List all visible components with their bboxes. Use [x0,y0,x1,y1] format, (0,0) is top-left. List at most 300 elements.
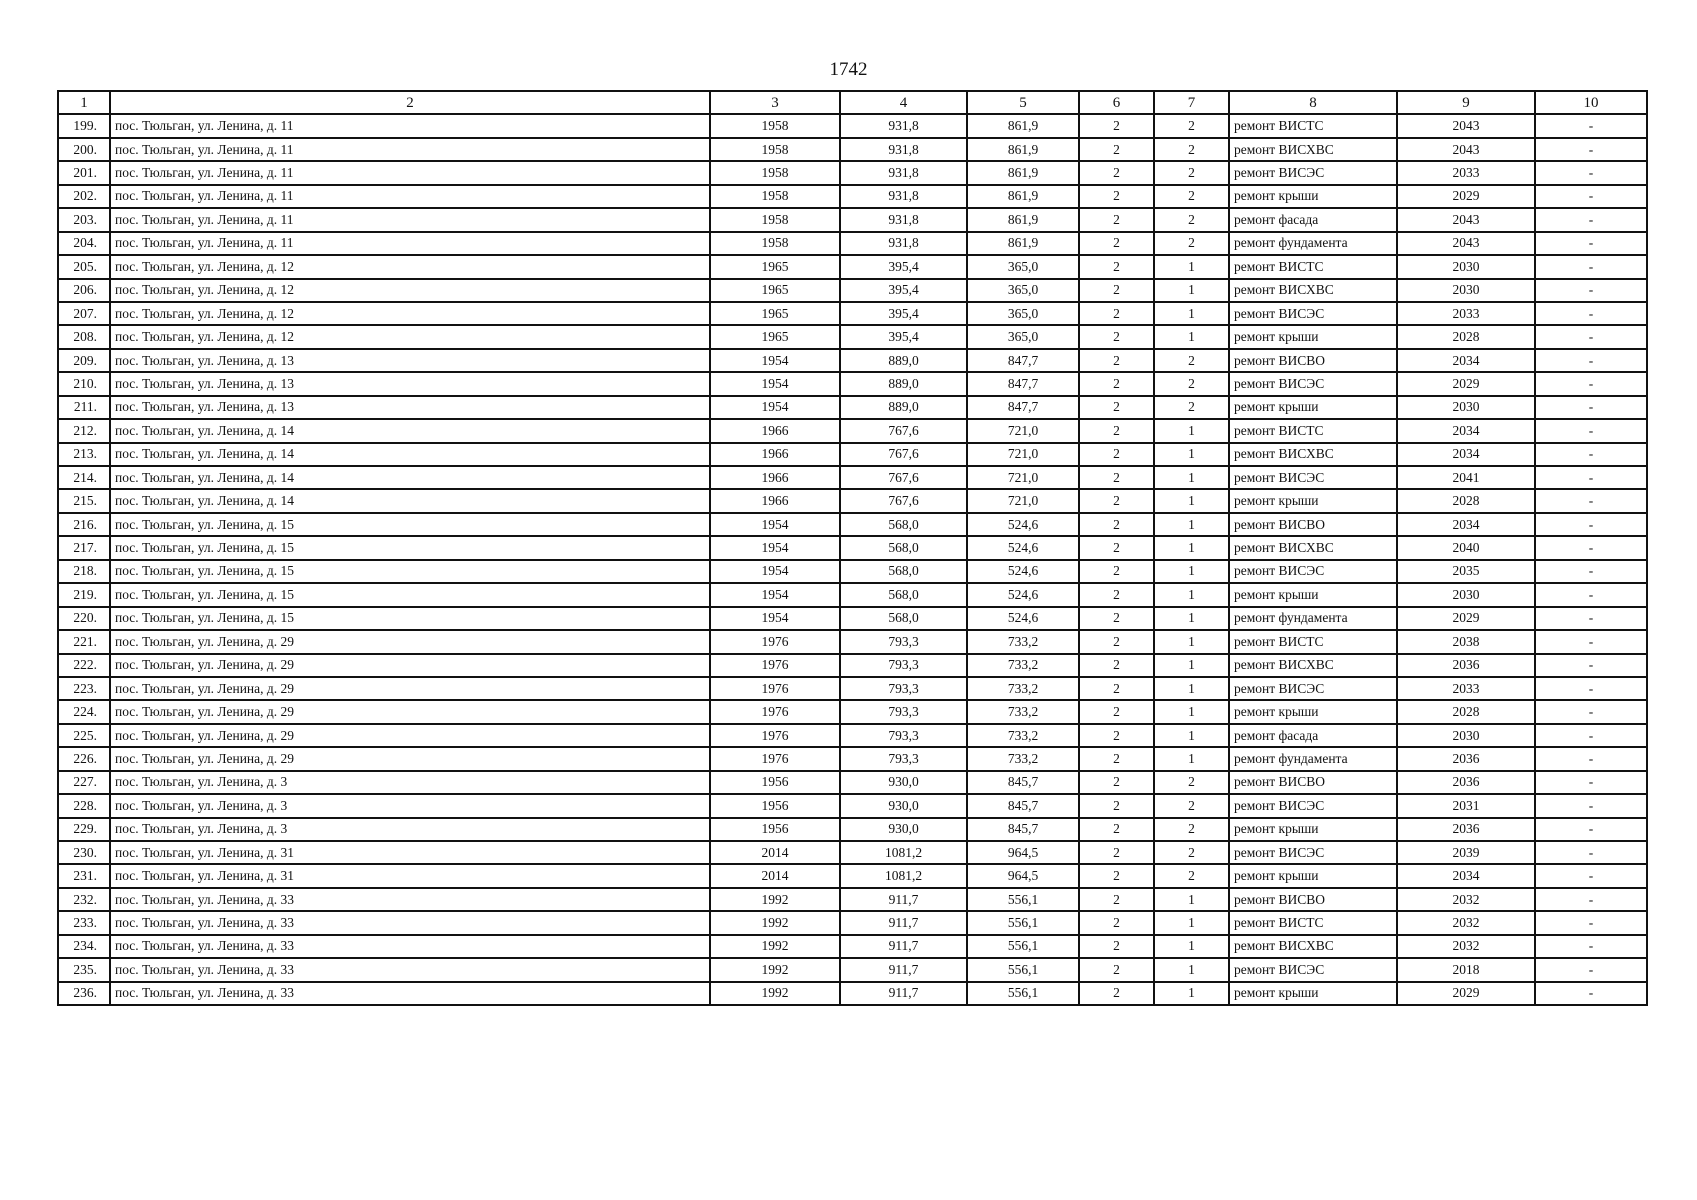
total-area-cell: 767,6 [840,489,967,512]
planned-year-cell: 2036 [1397,771,1535,794]
table-row [58,700,1647,723]
note-cell: - [1535,513,1647,536]
total-area-cell: 931,8 [840,161,967,184]
living-area-cell: 733,2 [967,747,1079,770]
address-cell: пос. Тюльган, ул. Ленина, д. 29 [110,630,710,653]
floors-cell: 2 [1079,841,1154,864]
note-cell: - [1535,114,1647,137]
table-row [58,677,1647,700]
table-row [58,607,1647,630]
living-area-cell: 524,6 [967,560,1079,583]
column-header: 6 [1079,91,1154,114]
living-area-cell: 733,2 [967,630,1079,653]
living-area-cell: 556,1 [967,888,1079,911]
living-area-cell: 721,0 [967,466,1079,489]
work-type-cell: ремонт ВИСТС [1229,419,1397,442]
note-cell: - [1535,771,1647,794]
living-area-cell: 847,7 [967,349,1079,372]
entrances-cell: 1 [1154,255,1229,278]
entrances-cell: 2 [1154,185,1229,208]
floors-cell: 2 [1079,489,1154,512]
note-cell: - [1535,396,1647,419]
row-number-cell: 230. [58,841,110,864]
build-year-cell: 1958 [710,185,840,208]
total-area-cell: 793,3 [840,724,967,747]
planned-year-cell: 2031 [1397,794,1535,817]
entrances-cell: 2 [1154,794,1229,817]
living-area-cell: 365,0 [967,279,1079,302]
note-cell: - [1535,864,1647,887]
floors-cell: 2 [1079,255,1154,278]
living-area-cell: 861,9 [967,161,1079,184]
build-year-cell: 1954 [710,560,840,583]
floors-cell: 2 [1079,302,1154,325]
floors-cell: 2 [1079,654,1154,677]
address-cell: пос. Тюльган, ул. Ленина, д. 31 [110,841,710,864]
total-area-cell: 793,3 [840,700,967,723]
table-body [58,114,1647,1005]
build-year-cell: 1992 [710,958,840,981]
build-year-cell: 1976 [710,724,840,747]
row-number-cell: 219. [58,583,110,606]
work-type-cell: ремонт крыши [1229,982,1397,1005]
total-area-cell: 568,0 [840,560,967,583]
table-row [58,372,1647,395]
address-cell: пос. Тюльган, ул. Ленина, д. 14 [110,443,710,466]
row-number-cell: 229. [58,818,110,841]
build-year-cell: 2014 [710,841,840,864]
planned-year-cell: 2030 [1397,279,1535,302]
total-area-cell: 911,7 [840,911,967,934]
living-area-cell: 365,0 [967,325,1079,348]
note-cell: - [1535,372,1647,395]
table-row [58,771,1647,794]
floors-cell: 2 [1079,747,1154,770]
table-row [58,466,1647,489]
row-number-cell: 231. [58,864,110,887]
floors-cell: 2 [1079,185,1154,208]
row-number-cell: 225. [58,724,110,747]
table-row [58,255,1647,278]
floors-cell: 2 [1079,325,1154,348]
floors-cell: 2 [1079,443,1154,466]
row-number-cell: 227. [58,771,110,794]
living-area-cell: 524,6 [967,583,1079,606]
living-area-cell: 524,6 [967,607,1079,630]
note-cell: - [1535,255,1647,278]
build-year-cell: 1992 [710,911,840,934]
living-area-cell: 733,2 [967,677,1079,700]
floors-cell: 2 [1079,958,1154,981]
planned-year-cell: 2030 [1397,396,1535,419]
entrances-cell: 1 [1154,958,1229,981]
build-year-cell: 1965 [710,325,840,348]
living-area-cell: 845,7 [967,794,1079,817]
note-cell: - [1535,935,1647,958]
floors-cell: 2 [1079,114,1154,137]
work-type-cell: ремонт ВИСВО [1229,513,1397,536]
floors-cell: 2 [1079,208,1154,231]
table-row [58,724,1647,747]
row-number-cell: 224. [58,700,110,723]
address-cell: пос. Тюльган, ул. Ленина, д. 33 [110,982,710,1005]
address-cell: пос. Тюльган, ул. Ленина, д. 3 [110,794,710,817]
planned-year-cell: 2040 [1397,536,1535,559]
total-area-cell: 767,6 [840,443,967,466]
planned-year-cell: 2028 [1397,700,1535,723]
work-type-cell: ремонт крыши [1229,864,1397,887]
planned-year-cell: 2036 [1397,818,1535,841]
floors-cell: 2 [1079,677,1154,700]
living-area-cell: 365,0 [967,302,1079,325]
note-cell: - [1535,279,1647,302]
work-type-cell: ремонт ВИСЭС [1229,958,1397,981]
entrances-cell: 1 [1154,724,1229,747]
build-year-cell: 1976 [710,677,840,700]
living-area-cell: 365,0 [967,255,1079,278]
address-cell: пос. Тюльган, ул. Ленина, д. 11 [110,232,710,255]
row-number-cell: 206. [58,279,110,302]
column-header: 9 [1397,91,1535,114]
row-number-cell: 236. [58,982,110,1005]
address-cell: пос. Тюльган, ул. Ленина, д. 11 [110,138,710,161]
note-cell: - [1535,724,1647,747]
work-type-cell: ремонт ВИСЭС [1229,560,1397,583]
planned-year-cell: 2029 [1397,982,1535,1005]
table-row [58,958,1647,981]
table-row [58,325,1647,348]
entrances-cell: 1 [1154,747,1229,770]
build-year-cell: 1958 [710,161,840,184]
address-cell: пос. Тюльган, ул. Ленина, д. 11 [110,208,710,231]
column-header: 10 [1535,91,1647,114]
address-cell: пос. Тюльган, ул. Ленина, д. 14 [110,466,710,489]
address-cell: пос. Тюльган, ул. Ленина, д. 12 [110,302,710,325]
living-area-cell: 861,9 [967,114,1079,137]
address-cell: пос. Тюльган, ул. Ленина, д. 12 [110,325,710,348]
build-year-cell: 1958 [710,114,840,137]
work-type-cell: ремонт ВИСЭС [1229,794,1397,817]
floors-cell: 2 [1079,513,1154,536]
floors-cell: 2 [1079,560,1154,583]
work-type-cell: ремонт крыши [1229,700,1397,723]
floors-cell: 2 [1079,349,1154,372]
row-number-cell: 203. [58,208,110,231]
row-number-cell: 201. [58,161,110,184]
table-row [58,536,1647,559]
planned-year-cell: 2028 [1397,489,1535,512]
living-area-cell: 556,1 [967,982,1079,1005]
table-row [58,396,1647,419]
work-type-cell: ремонт крыши [1229,396,1397,419]
planned-year-cell: 2033 [1397,161,1535,184]
entrances-cell: 1 [1154,419,1229,442]
total-area-cell: 931,8 [840,114,967,137]
living-area-cell: 721,0 [967,443,1079,466]
address-cell: пос. Тюльган, ул. Ленина, д. 29 [110,677,710,700]
address-cell: пос. Тюльган, ул. Ленина, д. 13 [110,349,710,372]
floors-cell: 2 [1079,771,1154,794]
work-type-cell: ремонт ВИСТС [1229,911,1397,934]
address-cell: пос. Тюльган, ул. Ленина, д. 14 [110,419,710,442]
living-area-cell: 845,7 [967,818,1079,841]
address-cell: пос. Тюльган, ул. Ленина, д. 13 [110,396,710,419]
total-area-cell: 568,0 [840,536,967,559]
living-area-cell: 733,2 [967,654,1079,677]
floors-cell: 2 [1079,794,1154,817]
total-area-cell: 931,8 [840,185,967,208]
floors-cell: 2 [1079,536,1154,559]
planned-year-cell: 2029 [1397,185,1535,208]
address-cell: пос. Тюльган, ул. Ленина, д. 15 [110,560,710,583]
build-year-cell: 1956 [710,771,840,794]
work-type-cell: ремонт ВИСЭС [1229,841,1397,864]
entrances-cell: 2 [1154,349,1229,372]
table-row [58,349,1647,372]
address-cell: пос. Тюльган, ул. Ленина, д. 29 [110,700,710,723]
planned-year-cell: 2033 [1397,677,1535,700]
build-year-cell: 1958 [710,208,840,231]
table-row [58,864,1647,887]
total-area-cell: 793,3 [840,747,967,770]
build-year-cell: 1954 [710,372,840,395]
floors-cell: 2 [1079,279,1154,302]
entrances-cell: 2 [1154,841,1229,864]
table-row [58,302,1647,325]
row-number-cell: 205. [58,255,110,278]
note-cell: - [1535,841,1647,864]
address-cell: пос. Тюльган, ул. Ленина, д. 29 [110,654,710,677]
work-type-cell: ремонт ВИСТС [1229,255,1397,278]
floors-cell: 2 [1079,138,1154,161]
table-row [58,654,1647,677]
row-number-cell: 210. [58,372,110,395]
planned-year-cell: 2028 [1397,325,1535,348]
note-cell: - [1535,536,1647,559]
table-row [58,630,1647,653]
table-row [58,935,1647,958]
page-number: 1742 [829,59,868,80]
planned-year-cell: 2033 [1397,302,1535,325]
living-area-cell: 556,1 [967,935,1079,958]
floors-cell: 2 [1079,161,1154,184]
entrances-cell: 1 [1154,325,1229,348]
row-number-cell: 234. [58,935,110,958]
planned-year-cell: 2038 [1397,630,1535,653]
build-year-cell: 1966 [710,489,840,512]
floors-cell: 2 [1079,372,1154,395]
entrances-cell: 1 [1154,700,1229,723]
planned-year-cell: 2036 [1397,654,1535,677]
living-area-cell: 964,5 [967,841,1079,864]
total-area-cell: 767,6 [840,466,967,489]
column-header: 2 [110,91,710,114]
column-header: 8 [1229,91,1397,114]
total-area-cell: 930,0 [840,794,967,817]
work-type-cell: ремонт ВИСХВС [1229,279,1397,302]
address-cell: пос. Тюльган, ул. Ленина, д. 3 [110,771,710,794]
row-number-cell: 228. [58,794,110,817]
note-cell: - [1535,232,1647,255]
work-type-cell: ремонт крыши [1229,489,1397,512]
total-area-cell: 793,3 [840,677,967,700]
note-cell: - [1535,818,1647,841]
column-header: 7 [1154,91,1229,114]
living-area-cell: 721,0 [967,419,1079,442]
note-cell: - [1535,138,1647,161]
address-cell: пос. Тюльган, ул. Ленина, д. 12 [110,279,710,302]
address-cell: пос. Тюльган, ул. Ленина, д. 11 [110,161,710,184]
planned-year-cell: 2041 [1397,466,1535,489]
planned-year-cell: 2043 [1397,138,1535,161]
row-number-cell: 215. [58,489,110,512]
entrances-cell: 1 [1154,654,1229,677]
work-type-cell: ремонт ВИСЭС [1229,372,1397,395]
total-area-cell: 395,4 [840,325,967,348]
entrances-cell: 1 [1154,607,1229,630]
entrances-cell: 2 [1154,138,1229,161]
row-number-cell: 232. [58,888,110,911]
planned-year-cell: 2039 [1397,841,1535,864]
total-area-cell: 395,4 [840,302,967,325]
living-area-cell: 861,9 [967,232,1079,255]
build-year-cell: 1976 [710,747,840,770]
table-row [58,841,1647,864]
row-number-cell: 218. [58,560,110,583]
planned-year-cell: 2034 [1397,864,1535,887]
table-row [58,818,1647,841]
floors-cell: 2 [1079,419,1154,442]
work-type-cell: ремонт ВИСЭС [1229,161,1397,184]
note-cell: - [1535,677,1647,700]
row-number-cell: 208. [58,325,110,348]
planned-year-cell: 2018 [1397,958,1535,981]
living-area-cell: 556,1 [967,911,1079,934]
work-type-cell: ремонт крыши [1229,325,1397,348]
note-cell: - [1535,607,1647,630]
planned-year-cell: 2032 [1397,888,1535,911]
total-area-cell: 1081,2 [840,841,967,864]
floors-cell: 2 [1079,818,1154,841]
work-type-cell: ремонт ВИСХВС [1229,654,1397,677]
living-area-cell: 733,2 [967,724,1079,747]
total-area-cell: 931,8 [840,138,967,161]
planned-year-cell: 2032 [1397,935,1535,958]
entrances-cell: 1 [1154,560,1229,583]
planned-year-cell: 2043 [1397,114,1535,137]
entrances-cell: 2 [1154,114,1229,137]
total-area-cell: 793,3 [840,654,967,677]
table-row [58,114,1647,137]
build-year-cell: 1966 [710,443,840,466]
total-area-cell: 395,4 [840,279,967,302]
work-type-cell: ремонт ВИСТС [1229,114,1397,137]
total-area-cell: 889,0 [840,396,967,419]
table-row [58,982,1647,1005]
table-row [58,443,1647,466]
total-area-cell: 767,6 [840,419,967,442]
entrances-cell: 1 [1154,466,1229,489]
entrances-cell: 2 [1154,372,1229,395]
table-row [58,583,1647,606]
floors-cell: 2 [1079,700,1154,723]
entrances-cell: 1 [1154,888,1229,911]
entrances-cell: 1 [1154,982,1229,1005]
entrances-cell: 1 [1154,911,1229,934]
address-cell: пос. Тюльган, ул. Ленина, д. 33 [110,958,710,981]
work-type-cell: ремонт ВИСВО [1229,771,1397,794]
build-year-cell: 2014 [710,864,840,887]
address-cell: пос. Тюльган, ул. Ленина, д. 29 [110,724,710,747]
address-cell: пос. Тюльган, ул. Ленина, д. 12 [110,255,710,278]
total-area-cell: 931,8 [840,232,967,255]
row-number-cell: 211. [58,396,110,419]
address-cell: пос. Тюльган, ул. Ленина, д. 15 [110,536,710,559]
total-area-cell: 930,0 [840,818,967,841]
work-type-cell: ремонт ВИСЭС [1229,677,1397,700]
note-cell: - [1535,302,1647,325]
note-cell: - [1535,560,1647,583]
address-cell: пос. Тюльган, ул. Ленина, д. 11 [110,185,710,208]
note-cell: - [1535,958,1647,981]
floors-cell: 2 [1079,864,1154,887]
total-area-cell: 1081,2 [840,864,967,887]
note-cell: - [1535,911,1647,934]
floors-cell: 2 [1079,724,1154,747]
entrances-cell: 1 [1154,302,1229,325]
note-cell: - [1535,419,1647,442]
work-type-cell: ремонт ВИСЭС [1229,466,1397,489]
entrances-cell: 2 [1154,161,1229,184]
build-year-cell: 1965 [710,302,840,325]
planned-year-cell: 2034 [1397,419,1535,442]
row-number-cell: 221. [58,630,110,653]
address-cell: пос. Тюльган, ул. Ленина, д. 29 [110,747,710,770]
total-area-cell: 930,0 [840,771,967,794]
table-row [58,185,1647,208]
entrances-cell: 2 [1154,771,1229,794]
total-area-cell: 568,0 [840,513,967,536]
row-number-cell: 223. [58,677,110,700]
build-year-cell: 1992 [710,888,840,911]
total-area-cell: 911,7 [840,982,967,1005]
entrances-cell: 2 [1154,396,1229,419]
work-type-cell: ремонт ВИСЭС [1229,302,1397,325]
planned-year-cell: 2043 [1397,232,1535,255]
build-year-cell: 1966 [710,466,840,489]
living-area-cell: 861,9 [967,208,1079,231]
row-number-cell: 200. [58,138,110,161]
planned-year-cell: 2034 [1397,513,1535,536]
floors-cell: 2 [1079,982,1154,1005]
planned-year-cell: 2030 [1397,724,1535,747]
total-area-cell: 568,0 [840,583,967,606]
living-area-cell: 861,9 [967,138,1079,161]
planned-year-cell: 2036 [1397,747,1535,770]
total-area-cell: 931,8 [840,208,967,231]
work-type-cell: ремонт ВИСВО [1229,888,1397,911]
build-year-cell: 1954 [710,513,840,536]
planned-year-cell: 2030 [1397,583,1535,606]
note-cell: - [1535,630,1647,653]
work-type-cell: ремонт ВИСТС [1229,630,1397,653]
floors-cell: 2 [1079,630,1154,653]
build-year-cell: 1965 [710,279,840,302]
build-year-cell: 1956 [710,818,840,841]
note-cell: - [1535,747,1647,770]
floors-cell: 2 [1079,583,1154,606]
row-number-cell: 202. [58,185,110,208]
